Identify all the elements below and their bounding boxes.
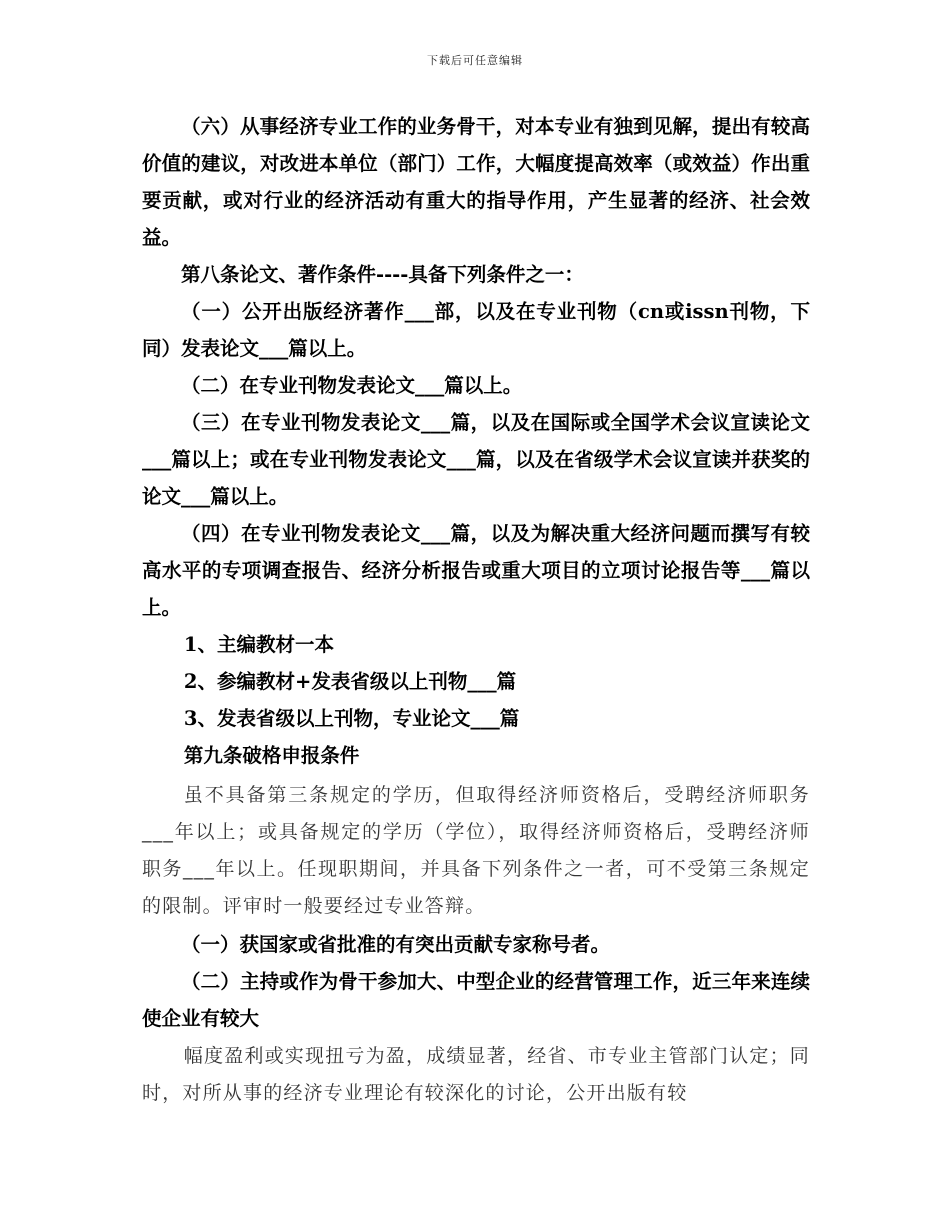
paragraph-item-one: （一）公开出版经济著作___部，以及在专业刊物（cn或issn刊物，下同）发表论文___篇以上。 xyxy=(142,300,810,360)
list-item: 2、参编教材+发表省级以上刊物___篇 xyxy=(183,670,517,693)
list-item: 3、发表省级以上刊物，专业论文___篇 xyxy=(183,707,520,730)
paragraph-exception-two: （二）主持或作为骨干参加大、中型企业的经营管理工作，近三年来连续使企业有较大 xyxy=(142,970,810,1030)
paragraph-item-two: （二）在专业刊物发表论文___篇以上。 xyxy=(181,374,523,397)
paragraph-item-four: （四）在专业刊物发表论文___篇，以及为解决重大经济问题而撰写有较高水平的专项调查报告、经济分析报告或重大项目的立项讨论报告等___篇以上。 xyxy=(142,522,810,619)
article-9-heading: 第九条破格申报条件 xyxy=(183,744,360,767)
paragraph-item-six: （六）从事经济专业工作的业务骨干，对本专业有独到见解，提出有较高价值的建议，对改进本单位（部门）工作，大幅度提高效率（或效益）作出重要贡献，或对行业的经济活动有重大的指导作用，产生显著的经济、社会效益。 xyxy=(142,115,810,249)
page-header: 下载后可任意编辑 xyxy=(427,54,523,67)
article-8-heading: 第八条论文、著作条件----具备下列条件之一： xyxy=(181,263,584,286)
document-body xyxy=(142,108,810,1112)
paragraph-item-three: （三）在专业刊物发表论文___篇，以及在国际或全国学术会议宣读论文___篇以上；或在专业刊物发表论文___篇，以及在省级学术会议宣读并获奖的论文___篇以上。 xyxy=(142,411,810,508)
paragraph-continuation: 幅度盈利或实现扭亏为盈，成绩显著，经省、市专业主管部门认定；同时，对所从事的经济专业理论有较深化的讨论，公开出版有较 xyxy=(142,1045,810,1104)
list-item: 1、主编教材一本 xyxy=(183,633,334,656)
paragraph-exception-conditions: 虽不具备第三条规定的学历，但取得经济师资格后，受聘经济师职务___年以上；或具备规定的学历（学位），取得经济师资格后，受聘经济师职务___年以上。任现职期间，并具备下列条件之一者，可不受第三条规定的限制。评审时一般要经过专业答辩。 xyxy=(142,784,810,917)
paragraph-exception-one: （一）获国家或省批准的有突出贡献专家称号者。 xyxy=(181,933,611,956)
